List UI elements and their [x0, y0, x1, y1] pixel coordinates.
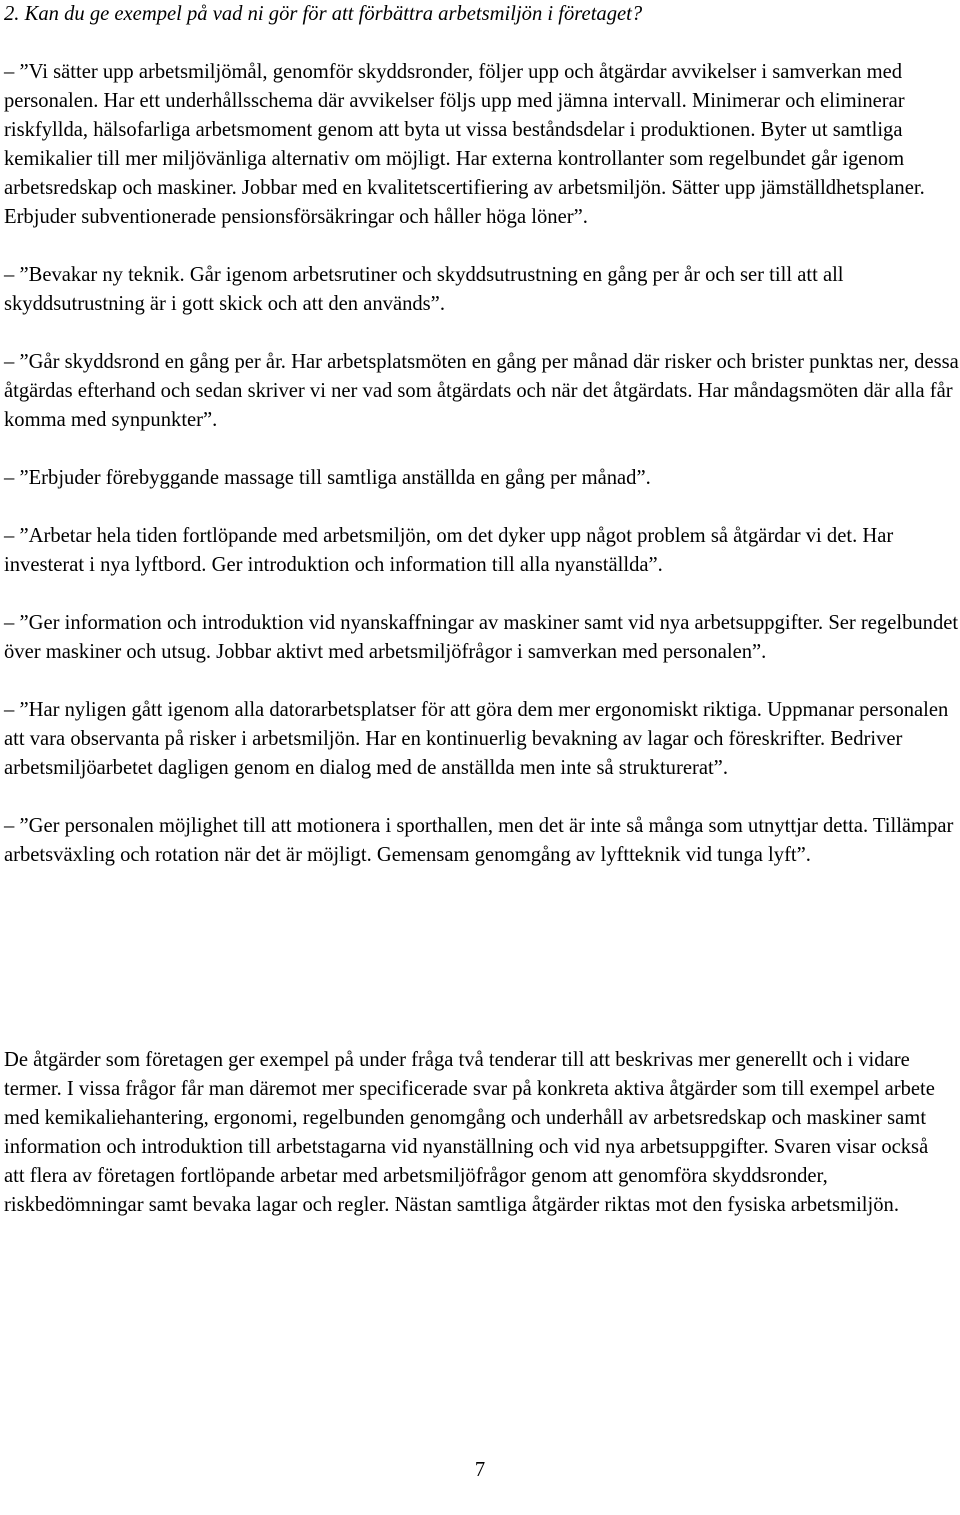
- answer-item: – ”Ger personalen möjlighet till att motionera i sporthallen, men det är inte så många som utnyttjar detta. Tillämpar arbetsväxling och rotation när det är möjligt. Gemensam genomgång av lyftteknik vid tunga lyft”.: [4, 815, 954, 866]
- answer-item: – ”Vi sätter upp arbetsmiljömål, genomför skyddsronder, följer upp och åtgärdar avvikelser i samverkan med personalen. Har ett underhållsschema där avvikelser följs upp med jämna intervall. Minimerar och eliminerar riskfyllda, hälsofarliga arbetsmoment genom att byta ut vissa beståndsdelar i produktionen. Byter ut samtliga kemikalier till mer miljövänliga alternativ om möjligt. Har externa kontrollanter som regelbundet går igenom arbetsredskap och maskiner. Jobbar med en kvalitetscertifiering av arbetsmiljön. Sätter upp jämställdhetsplaner. Erbjuder subventionerade pensionsförsäkringar och håller höga löner”.: [4, 61, 925, 228]
- answer-item: – ”Ger information och introduktion vid nyanskaffningar av maskiner samt vid nya arbetsuppgifter. Ser regelbundet över maskiner och utsug. Jobbar aktivt med arbetsmiljöfrågor i samverkan med personalen”.: [4, 612, 959, 663]
- answer-item: – ”Går skyddsrond en gång per år. Har arbetsplatsmöten en gång per månad där risker och brister punktas ner, dessa åtgärdas efterhand och sedan skriver vi ner vad som åtgärdats och när det åtgärdats. Har måndagsmöten där alla får komma med synpunkter”.: [4, 351, 959, 431]
- question-heading: 2. Kan du ge exempel på vad ni gör för att förbättra arbetsmiljön i företaget?: [4, 3, 643, 25]
- answer-item: – ”Erbjuder förebyggande massage till samtliga anställda en gång per månad”.: [4, 467, 651, 489]
- answer-item: – ”Arbetar hela tiden fortlöpande med arbetsmiljön, om det dyker upp något problem så åtgärdar vi det. Har investerat i nya lyftbord. Ger introduktion och information till alla nyanställda”.: [4, 525, 894, 576]
- answer-item: – ”Bevakar ny teknik. Går igenom arbetsrutiner och skyddsutrustning en gång per år och ser till att all skyddsutrustning är i gott skick och att den används”.: [4, 264, 844, 315]
- summary-paragraph: De åtgärder som företagen ger exempel på under fråga två tenderar till att beskrivas mer generellt och i vidare termer. I vissa frågor får man däremot mer specificerade svar på konkreta aktiva åtgärder som till exempel arbete med kemikaliehantering, ergonomi, regelbunden genomgång och underhåll av arbetsredskap och maskiner samt information och introduktion till arbetstagarna vid nyanställning och vid nya arbetsuppgifter. Svaren visar också att flera av företagen fortlöpande arbetar med arbetsmiljöfrågor genom att genomföra skyddsronder, riskbedömningar samt bevaka lagar och regler. Nästan samtliga åtgärder riktas mot den fysiska arbetsmiljön.: [4, 1049, 935, 1216]
- answer-list: [4, 58, 960, 899]
- answer-item: – ”Har nyligen gått igenom alla datorarbetsplatser för att göra dem mer ergonomiskt riktiga. Uppmanar personalen att vara observanta på risker i arbetsmiljön. Har en kontinuerlig bevakning av lagar och föreskrifter. Bedriver arbetsmiljöarbetet dagligen genom en dialog med de anställda men inte så strukturerat”.: [4, 699, 949, 779]
- page-number: 7: [474, 1459, 486, 1481]
